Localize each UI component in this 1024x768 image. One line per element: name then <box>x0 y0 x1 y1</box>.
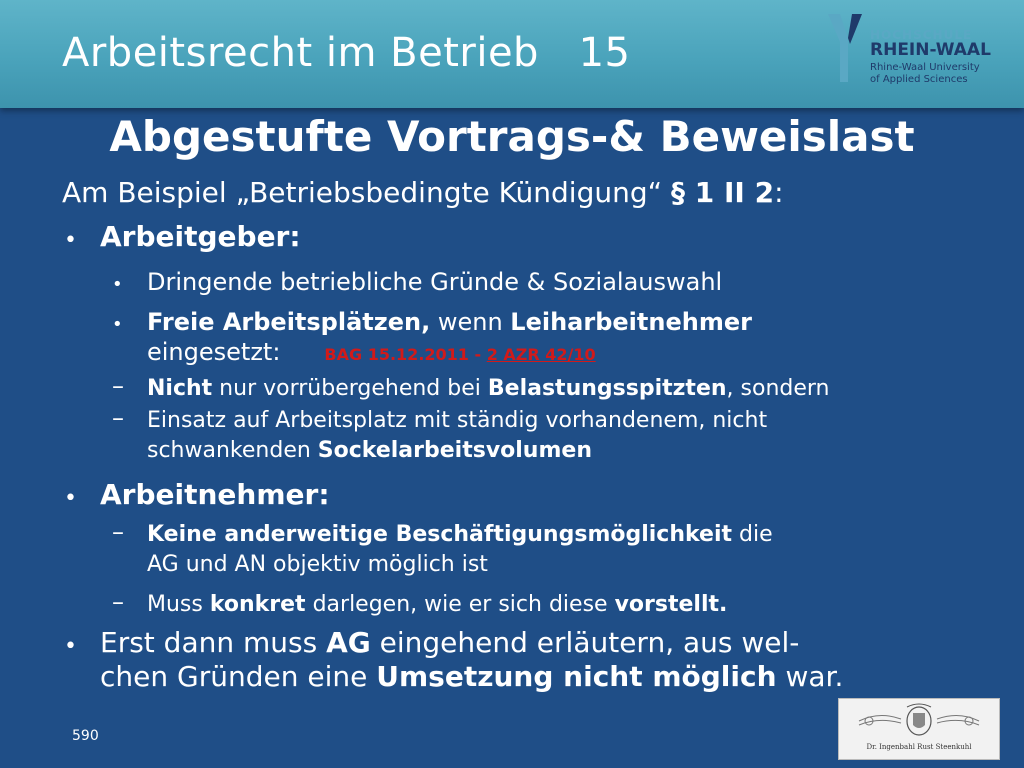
dash-icon: – <box>112 518 124 546</box>
intro-text: Am Beispiel „Betriebsbedingte Kündigung“ <box>62 176 672 209</box>
last-bullet: Erst dann muss AG eingehend erläutern, aus wel- <box>100 626 800 659</box>
arbeitgeber-item-2-cont: eingesetzt: BAG 15.12.2011 - 2 AZR 42/10 <box>147 338 596 366</box>
bullet-icon: • <box>64 486 77 511</box>
sub-bullet-icon: • <box>112 274 123 295</box>
arbeitnehmer-dash-1-cont: AG und AN objektiv möglich ist <box>147 552 488 577</box>
intro-colon: : <box>774 176 784 209</box>
arbeitnehmer-heading: Arbeitnehmer: <box>100 478 330 511</box>
citation-link[interactable]: 2 AZR 42/10 <box>486 345 596 364</box>
arbeitgeber-item-2: Freie Arbeitsplätzen, wenn Leiharbeitnehmer <box>147 308 752 336</box>
header-title: Arbeitsrecht im Betrieb 15 <box>62 30 631 76</box>
citation-bag: BAG 15.12.2011 - <box>324 345 487 364</box>
law-firm-seal <box>838 698 1000 760</box>
seal-text: Dr. Ingenbahl Rust Steenkuhl <box>866 743 972 751</box>
arbeitnehmer-dash-2: Muss konkret darlegen, wie er sich diese vorstellt. <box>147 592 728 617</box>
university-logo <box>826 12 1016 96</box>
dash-icon: – <box>112 404 124 432</box>
arbeitgeber-item-1: Dringende betriebliche Gründe & Sozialauswahl <box>147 268 723 296</box>
logo-line-4: of Applied Sciences <box>870 74 968 85</box>
logo-line-3: Rhine-Waal University <box>870 62 980 73</box>
bullet-icon: • <box>64 228 77 253</box>
logo-y-mark-icon <box>826 12 866 84</box>
logo-line-2: RHEIN-WAAL <box>870 40 991 60</box>
arbeitgeber-dash-1: Nicht nur vorrübergehend bei Belastungsspitzten, sondern <box>147 376 830 401</box>
bullet-icon: • <box>64 634 77 659</box>
intro-law-ref: § 1 II 2 <box>671 176 775 209</box>
arbeitgeber-dash-2-cont: schwankenden Sockelarbeitsvolumen <box>147 438 592 463</box>
page-number: 590 <box>72 728 99 744</box>
intro-line <box>62 176 784 209</box>
logo-line-1: HOCHSCHULE <box>870 28 973 42</box>
arbeitgeber-heading: Arbeitgeber: <box>100 220 301 253</box>
coat-of-arms-icon <box>839 699 999 743</box>
sub-bullet-icon: • <box>112 314 123 335</box>
slide-title: Abgestufte Vortrags-& Beweislast <box>109 112 915 161</box>
arbeitgeber-dash-2: Einsatz auf Arbeitsplatz mit ständig vorhandenem, nicht <box>147 408 768 433</box>
arbeitnehmer-dash-1: Keine anderweitige Beschäftigungsmöglichkeit die <box>147 522 773 547</box>
dash-icon: – <box>112 372 124 400</box>
last-bullet-cont: chen Gründen eine Umsetzung nicht möglich war. <box>100 660 844 693</box>
header-bar <box>0 0 1024 108</box>
dash-icon: – <box>112 588 124 616</box>
